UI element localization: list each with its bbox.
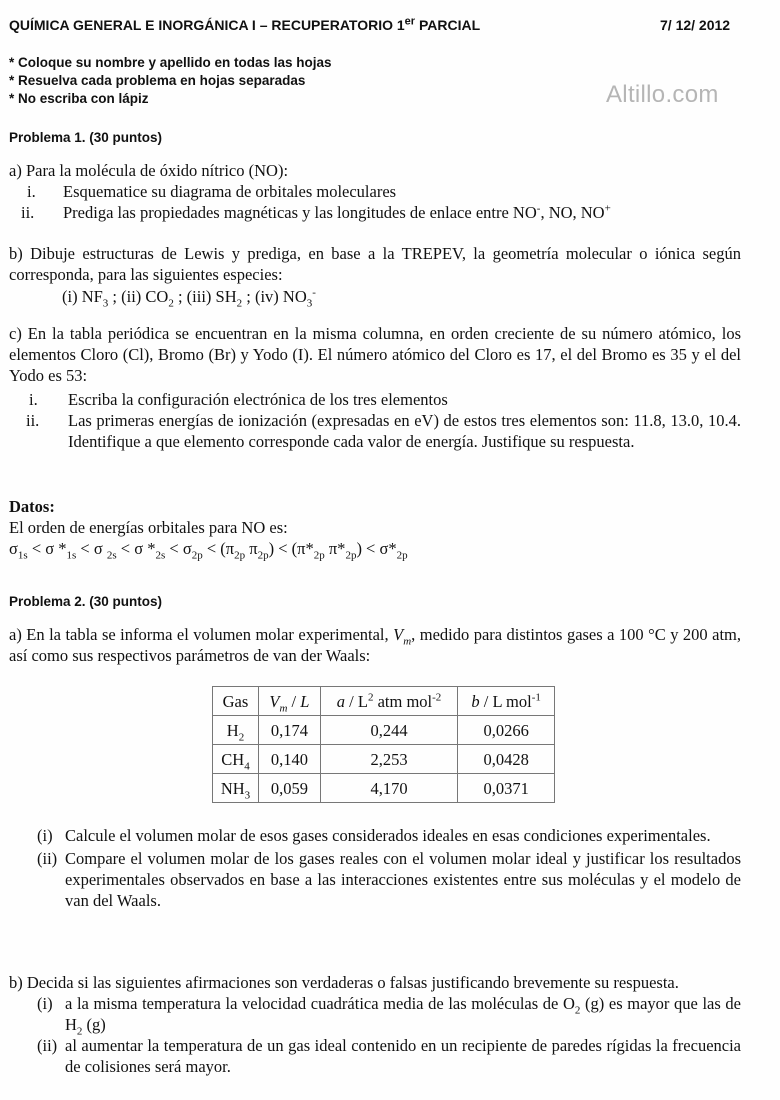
instruction-item: * Resuelva cada problema en hojas separadas: [9, 73, 306, 88]
datos-title: Datos:: [9, 497, 55, 516]
watermark: Altillo.com: [606, 81, 719, 108]
instructions: [9, 54, 332, 108]
part-c-text: c) En la tabla periódica se encuentran en la misma columna, en orden creciente de su número atómico, los elementos Cloro (Cl), Bromo (Br) y Yodo (I). El número atómico del Cloro es 17, el del Bromo es 35 y el del Yodo es 53:: [9, 324, 741, 385]
list-item: (ii) Compare el volumen molar de los gases reales con el volumen molar ideal y justificar los resultados experimentales observados en base a las interacciones existentes entre sus moléculas y el modelo de van del Waals.: [37, 849, 741, 910]
species-list: (i) $NF_3$ ; (ii) $CO_2$ ; (iii) $SH_2$ ; (iv) $NO_3^-$: [62, 286, 316, 310]
part-a-questions: [9, 825, 741, 911]
datos-text: El orden de energías orbitales para NO es:: [9, 518, 288, 537]
table-header-cell: a / $L^2$ atm mol$^{-2}$: [320, 687, 457, 716]
datos-section: [9, 496, 741, 562]
list-item: ii. Las primeras energías de ionización (expresadas en eV) de estos tres elementos son: 11.8, 13.0, 10.4. Identifique a que elemento corresponde cada valor de energía. Justifique su respuesta.: [26, 411, 741, 451]
instruction-item: * No escriba con lápiz: [9, 91, 149, 106]
instruction-item: * Coloque su nombre y apellido en todas las hojas: [9, 55, 332, 70]
table-cell: 0,0266: [458, 716, 555, 745]
table-cell: $NH_3$: [213, 774, 259, 803]
table-header-cell: $V_m$ / L: [258, 687, 320, 716]
table-cell: $CH_4$: [213, 745, 259, 774]
van-der-waals-table: [212, 686, 555, 803]
table-cell: 4,170: [320, 774, 457, 803]
table-cell: 2,253: [320, 745, 457, 774]
part-c-items: [9, 389, 741, 452]
part-a-text: a) Para la molécula de óxido nítrico (NO):: [9, 161, 289, 180]
list-item: ii. Prediga las propiedades magnéticas y las longitudes de enlace entre NO-, NO, NO+: [21, 202, 611, 222]
table-cell: $H_2$: [213, 716, 259, 745]
table-cell: 0,0371: [458, 774, 555, 803]
list-item: i. Escriba la configuración electrónica de los tres elementos: [29, 390, 448, 409]
table-cell: 0,140: [258, 745, 320, 774]
table-cell: 0,244: [320, 716, 457, 745]
table-row: [213, 774, 555, 803]
list-item: (ii) al aumentar la temperatura de un gas ideal contenido en un recipiente de paredes rígidas la frecuencia de colisiones será mayor.: [37, 1036, 741, 1076]
list-item: (i) Calcule el volumen molar de esos gases considerados ideales en esas condiciones experimentales.: [37, 826, 711, 845]
problem2-title: Problema 2. (30 puntos): [9, 594, 163, 609]
exam-date: 7/ 12/ 2012: [660, 17, 731, 33]
problem1-part-b: [9, 243, 741, 285]
table-cell: 0,0428: [458, 745, 555, 774]
table-header-cell: b / L mol$^{-1}$: [458, 687, 555, 716]
table-header-row: [213, 687, 555, 716]
problem2-part-b: [9, 972, 741, 1077]
problem1-part-a: [9, 160, 744, 223]
problem1-part-c: [9, 323, 741, 386]
part-b-text: b) Dibuje estructuras de Lewis y prediga, en base a la TREPEV, la geometría molecular o iónica según corresponda, para las siguientes especies:: [9, 244, 741, 284]
vm-symbol: $V_m$: [393, 625, 412, 648]
problem2-part-a: a) En la tabla se informa el volumen molar experimental, $V_m$, medido para distintos gases a 100 °C y 200 atm, así como sus respectivos parámetros de van der Waals:: [9, 625, 741, 665]
exam-title: QUÍMICA GENERAL E INORGÁNICA I – RECUPERATORIO 1er PARCIAL: [9, 15, 481, 33]
part-b-text: b) Decida si las siguientes afirmaciones son verdaderas o falsas justificando brevemente su respuesta.: [9, 973, 679, 992]
table-cell: 0,174: [258, 716, 320, 745]
table-row: [213, 716, 555, 745]
table-cell: 0,059: [258, 774, 320, 803]
orbital-sequence: $\sigma_{1s} < \sigma$ $*_{1s} < \sigma$ $_{2s}$ < σ $*_{2s} < \sigma_{2p} < (\pi_{2p}$ $\pi_{2p}) < (\pi*_{2p}$ $\pi*_{2p}) < \sigma*_{2p}$: [9, 539, 408, 562]
table-row: [213, 745, 555, 774]
problem1-title: Problema 1. (30 puntos): [9, 130, 163, 145]
list-item: (i) a la misma temperatura la velocidad cuadrática media de las moléculas de $O_2$ (g) es mayor que las de $H_2$ (g): [37, 994, 741, 1038]
list-item: i. Esquematice su diagrama de orbitales moleculares: [27, 182, 397, 201]
table-header-cell: Gas: [213, 687, 259, 716]
